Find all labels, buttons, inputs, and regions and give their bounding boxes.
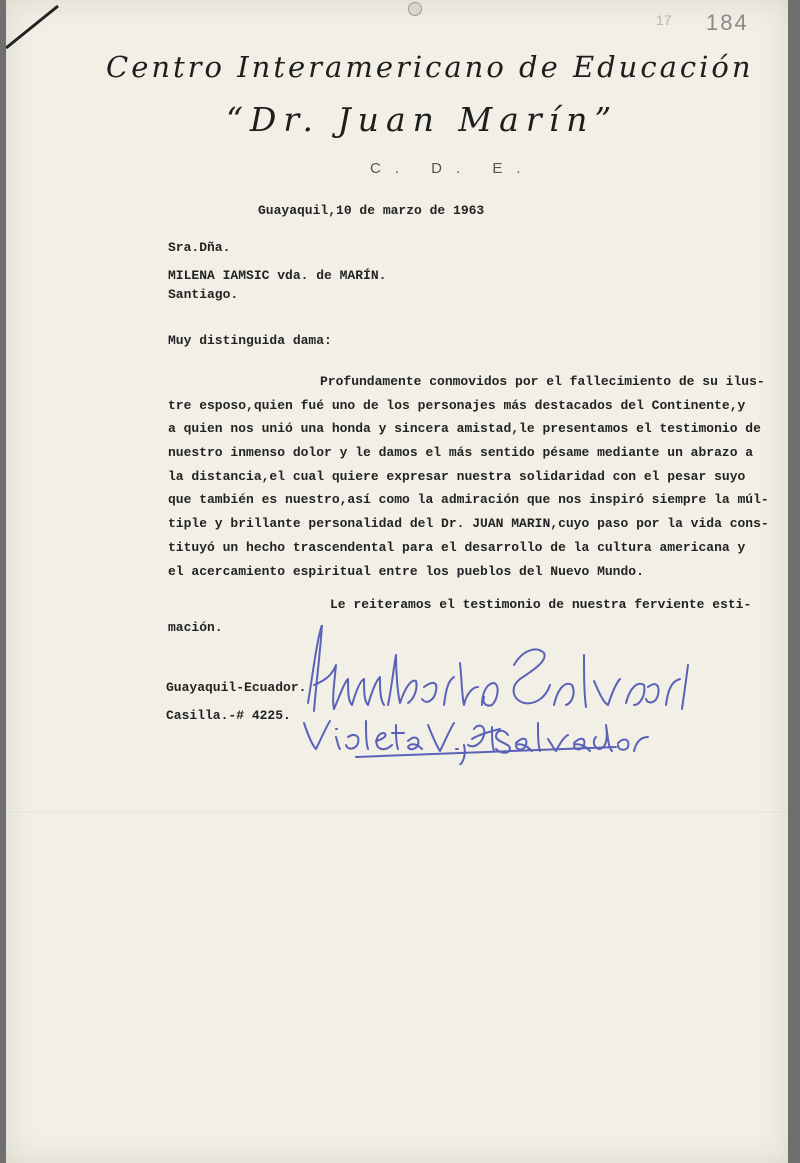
staple-hole: [408, 2, 422, 16]
recipient-name: MILENA IAMSIC vda. de MARÍN.: [168, 268, 387, 283]
body-line: Profundamente conmovidos por el fallecimiento de su ilus-: [320, 374, 765, 389]
closing-line-end: mación.: [168, 620, 223, 635]
archive-number: 184: [706, 10, 749, 35]
letter-date: Guayaquil,10 de marzo de 1963: [258, 203, 485, 218]
signature-stroke: [304, 721, 422, 749]
closing-line: Le reiteramos el testimonio de nuestra ferviente esti-: [330, 597, 752, 612]
signature-stroke: [308, 625, 384, 711]
body-line: tituyó un hecho trascendental para el desarrollo de la cultura americana y: [168, 539, 746, 555]
recipient-title: Sra.Dña.: [168, 240, 231, 255]
letter-greeting: Muy distinguida dama:: [168, 333, 332, 348]
signature-stroke: [514, 649, 688, 709]
signature-stroke: [388, 655, 498, 706]
letter-body: [168, 370, 769, 583]
signature-stroke: [356, 747, 616, 757]
signature-stroke: [428, 723, 500, 765]
recipient-city: Santiago.: [168, 287, 239, 302]
body-line: a quien nos unió una honda y sincera amistad,le presentamos el testimonio de: [168, 421, 761, 437]
letter-sheet: [6, 0, 788, 1163]
body-line: que también es nuestro,así como la admiración que nos inspiró siempre la múl-: [168, 492, 769, 508]
body-line: nuestro inmenso dolor y le damos el más sentido pésame mediante un abrazo a: [168, 445, 754, 461]
letterhead-initials: C. D. E.: [370, 160, 535, 177]
handwritten-signatures: [296, 625, 706, 765]
letterhead-honoree: “Dr. Juan Marín”: [226, 100, 619, 139]
body-line: la distancia,el cual quiere expresar nuestra solidaridad con el pesar suyo: [168, 468, 746, 484]
sender-po-box: Casilla.-# 4225.: [166, 708, 291, 723]
paper-fold: [6, 812, 788, 814]
body-line: el acercamiento espiritual entre los pueblos del Nuevo Mundo.: [168, 563, 644, 579]
body-line: tiple y brillante personalidad del Dr. JUAN MARIN,cuyo paso por la vida cons-: [168, 516, 769, 532]
body-line: tre esposo,quien fué uno de los personajes más destacados del Continente,y: [168, 397, 746, 413]
faint-pencil-mark: 17: [656, 12, 672, 28]
corner-mark: [6, 0, 66, 60]
letterhead-institution: Centro Interamericano de Educación: [106, 50, 754, 84]
sender-address: Guayaquil-Ecuador.: [166, 680, 307, 695]
